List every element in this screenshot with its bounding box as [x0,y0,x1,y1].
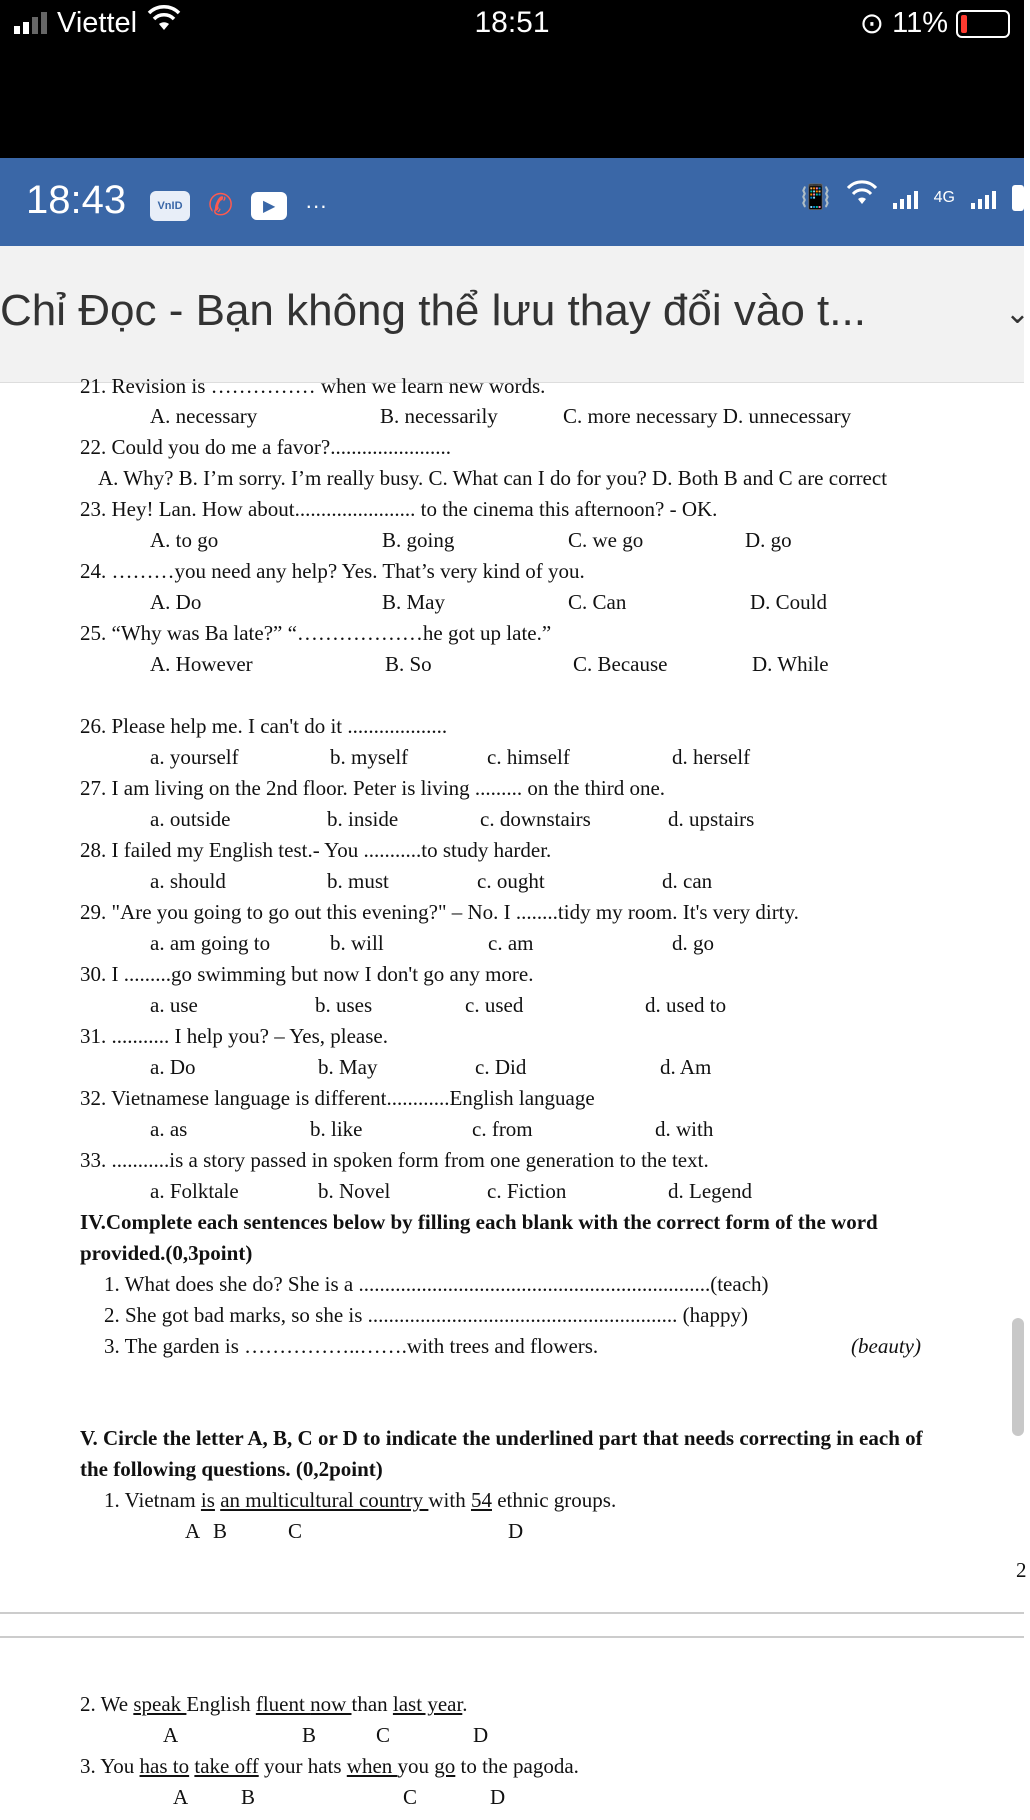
option: a. outside [150,807,231,831]
option: c. am [488,931,534,955]
question-25: 25. “Why was Ba late?” “………………he got up late.” [80,621,552,645]
option: a. am going to [150,931,271,955]
option: C. Can [568,590,627,614]
option: b. May [318,1055,378,1079]
option: b. like [310,1117,363,1141]
notification-icons [150,188,327,223]
fill-item-3: 3. The garden is ……………..…….with trees and flowers. [104,1334,599,1358]
inner-status-bar [0,158,1024,246]
underlined-part-d: 54 [470,1488,492,1512]
letter-b: B [213,1519,228,1543]
option: a. yourself [150,745,239,769]
missed-call-icon: ✆ [208,189,234,222]
inner-status-right [801,182,1024,213]
option: b. uses [315,993,373,1017]
question-26: 26. Please help me. I can't do it ................... [80,714,448,738]
battery-icon [956,10,1010,38]
letter-c: C [376,1723,391,1747]
underlined-part-a: is [200,1488,215,1512]
option: c. used [465,993,524,1017]
letter-c: C [403,1785,418,1809]
option: B. May [382,590,445,614]
youtube-icon: ▶ [251,192,287,220]
status-right-group [860,6,1010,41]
option: c. himself [487,745,570,769]
letter-d: D [473,1723,489,1747]
underlined-part-c: an multicultural country [220,1488,429,1512]
error-item-3: 3. You has to take off your hats when you go to the pagoda. [80,1754,579,1778]
chevron-down-icon[interactable]: ⌄ [1004,297,1030,330]
page-number: 2 [1016,1558,1027,1582]
question-28: 28. I failed my English test.- You ...........to study harder. [80,838,552,862]
battery-icon [1012,185,1024,211]
fill-item-3-hint: (beauty) [851,1334,921,1358]
question-21: 21. Revision is …………… when we learn new words. [80,374,546,398]
letter-a: A [173,1785,189,1809]
option: D. While [752,652,829,676]
page-separator [0,1636,1024,1638]
battery-percent: 11% [892,7,948,39]
section-v-heading-2: the following questions. (0,2point) [80,1457,383,1481]
letter-a: A [163,1723,179,1747]
carrier-name: Viettel [57,6,138,39]
option: B. So [385,652,432,676]
options-22: A. Why? B. I’m sorry. I’m really busy. C. What can I do for you? D. Both B and C are correct [98,466,888,490]
fill-item-1: 1. What does she do? She is a ...................................................................(teach) [104,1272,769,1296]
more-notifications-icon: ··· [305,192,328,218]
letter-c: C [288,1519,303,1543]
option: c. from [472,1117,533,1141]
question-31: 31. ........... I help you? – Yes, please. [80,1024,388,1048]
vnid-app-icon: VnID [150,191,190,221]
page-separator [0,1612,1024,1614]
letter-b: B [302,1723,317,1747]
option: A. However [150,652,253,676]
option: c. Did [475,1055,527,1079]
option: C. we go [568,528,644,552]
letter-d: D [508,1519,524,1543]
option: D. go [745,528,792,552]
option: B. going [382,528,455,552]
question-29: 29. "Are you going to go out this evening?" – No. I ........tidy my room. It's very dirty. [80,900,799,924]
letter-b: B [241,1785,256,1809]
option: d. can [662,869,713,893]
question-22: 22. Could you do me a favor?....................... [80,435,451,459]
option: c. downstairs [480,807,591,831]
option: b. Novel [318,1179,391,1203]
letter-a: A [185,1519,201,1543]
option: b. inside [327,807,399,831]
vibrate-icon: 📳 [800,184,831,211]
option: a. as [150,1117,188,1141]
option: d. go [672,931,714,955]
document-page [0,374,1027,1820]
signal-icon-1 [893,187,918,209]
option: a. use [150,993,198,1017]
option: d. upstairs [668,807,755,831]
section-iv-heading: IV.Complete each sentences below by filling each blank with the correct form of the word [80,1210,878,1234]
option: b. will [330,931,384,955]
error-item-1: 1. Vietnam is an multicultural country with 54 ethnic groups. [104,1488,617,1512]
option: C. more necessary D. unnecessary [563,404,852,428]
option: c. ought [477,869,545,893]
section-iv-heading-2: provided.(0,3point) [80,1241,253,1265]
question-27: 27. I am living on the 2nd floor. Peter is living ......... on the third one. [80,776,666,800]
device-status-bar [0,0,1024,158]
error-item-2: 2. We speak English fluent now than last year. [80,1692,468,1716]
option: a. Folktale [150,1179,239,1203]
read-only-banner[interactable] [0,246,1030,383]
option: A. Do [150,590,202,614]
fill-item-2: 2. She got bad marks, so she is ........................................................... (happy) [104,1303,748,1327]
option: d. used to [645,993,727,1017]
option: A. to go [150,528,219,552]
option: d. with [655,1117,714,1141]
option: d. herself [672,745,751,769]
question-33: 33. ...........is a story passed in spoken form from one generation to the text. [80,1148,709,1172]
question-30: 30. I .........go swimming but now I don't go any more. [80,962,534,986]
read-only-message: Chỉ Đọc - Bạn không thể lưu thay đổi vào t... [0,286,866,335]
option: a. should [150,869,226,893]
question-32: 32. Vietnamese language is different............English language [80,1086,595,1110]
option: B. necessarily [380,404,498,428]
signal-icon-2 [971,187,996,209]
option: b. myself [330,745,409,769]
network-type: 4G [933,188,955,206]
section-v-heading: V. Circle the letter A, B, C or D to indicate the underlined part that needs correcting in each of [80,1426,923,1450]
option: D. Could [750,590,828,614]
letter-d: D [490,1785,506,1809]
option: a. Do [150,1055,196,1079]
option: d. Am [660,1055,712,1079]
inner-time: 18:43 [26,178,127,222]
scrollbar-thumb[interactable] [1012,1318,1024,1436]
option: b. must [327,869,389,893]
option: c. Fiction [487,1179,567,1203]
status-time: 18:51 [474,6,550,39]
option: d. Legend [668,1179,752,1203]
option: C. Because [573,652,668,676]
question-24: 24. ………you need any help? Yes. That’s very kind of you. [80,559,585,583]
option: A. necessary [150,404,258,428]
wifi-icon [847,182,877,213]
question-23: 23. Hey! Lan. How about....................... to the cinema this afternoon? - OK. [80,497,718,521]
orientation-lock-icon: ⊙ [859,8,885,40]
